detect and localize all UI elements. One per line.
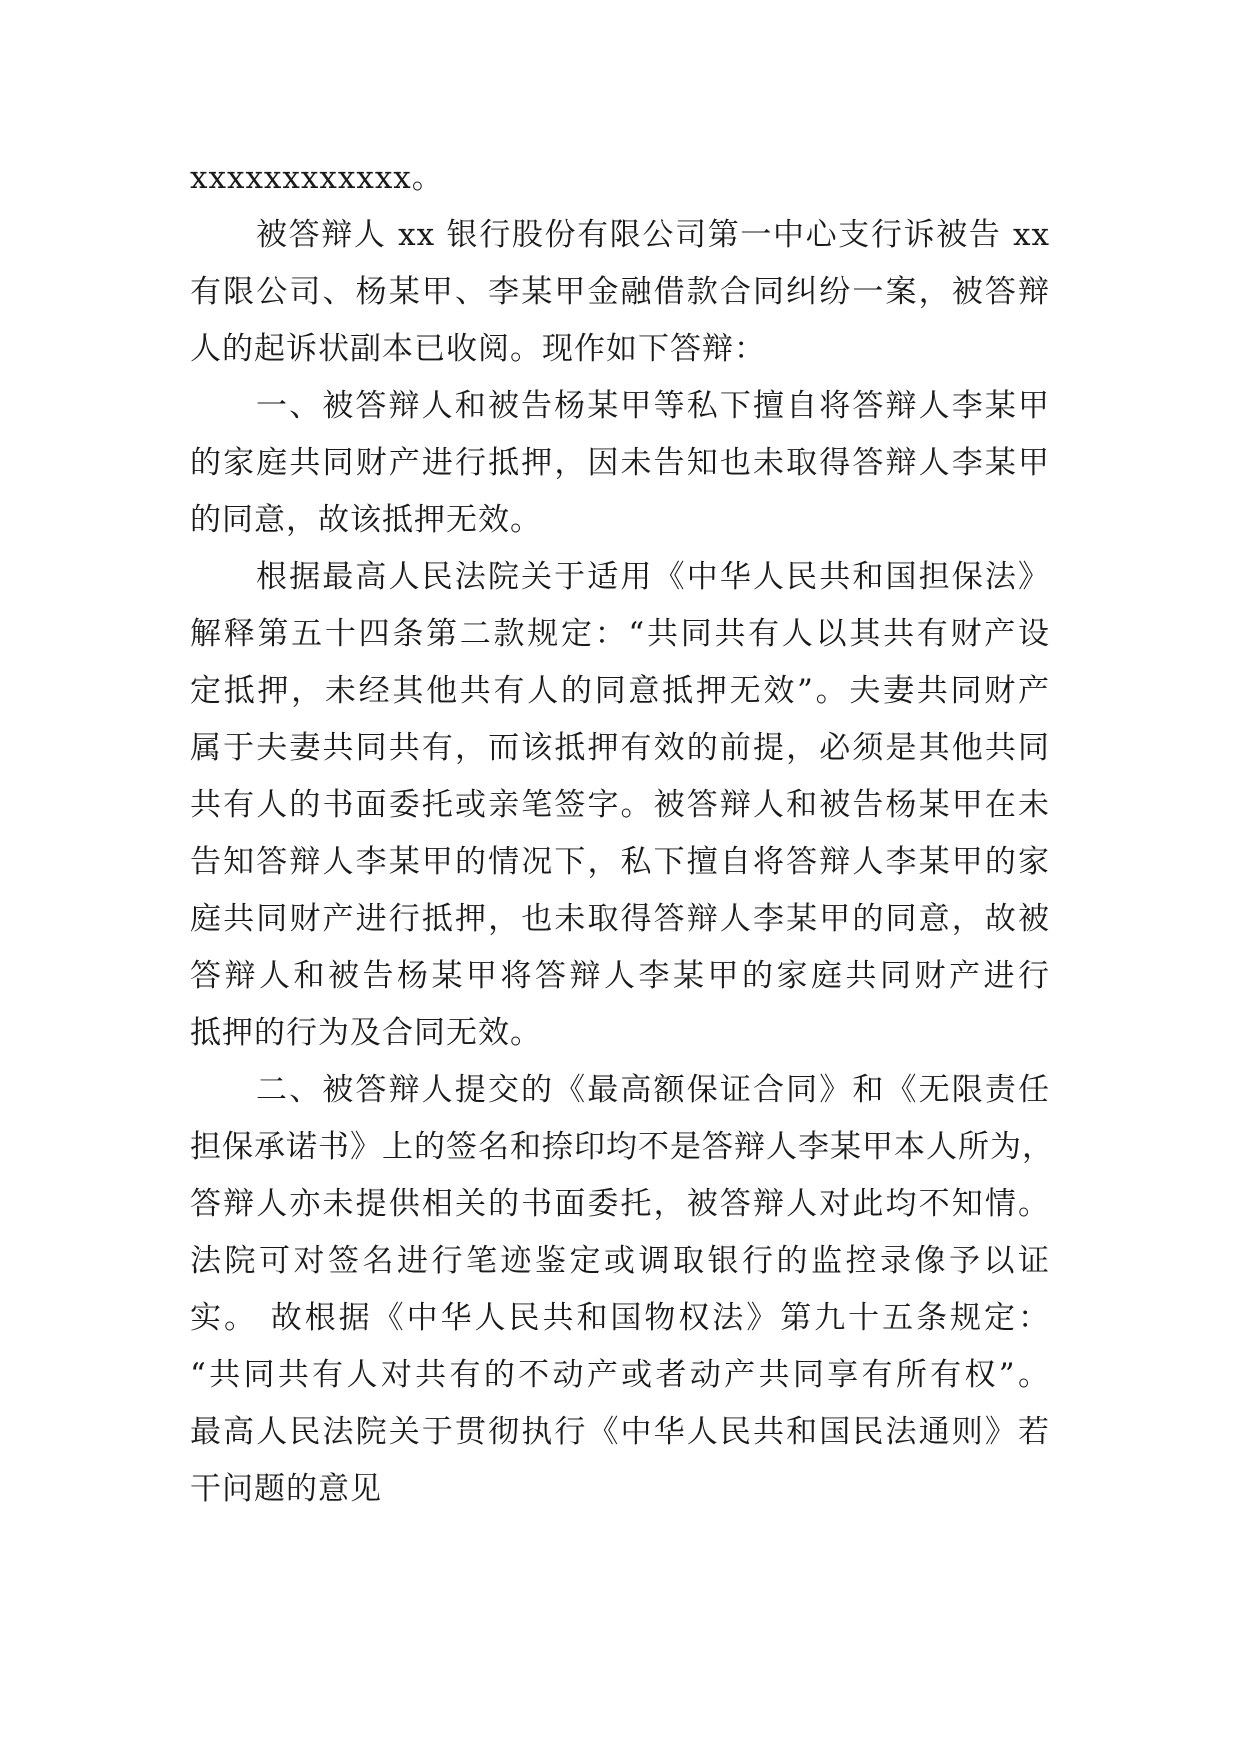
document-text-line: 告知答辩人李某甲的情况下，私下擅自将答辩人李某甲的家 (190, 844, 1050, 880)
document-text-line: 属于夫妻共同共有，而该抵押有效的前提，必须是其他共同 (190, 730, 1050, 766)
document-text-line: xxxxxxxxxxxx。 (190, 160, 444, 196)
document-text-line: 干问题的意见 (190, 1471, 382, 1507)
document-text-line: 的同意，故该抵押无效。 (190, 502, 542, 538)
document-text-line: 最高人民法院关于贯彻执行《中华人民共和国民法通则》若 (190, 1414, 1050, 1450)
document-text-line: 法院可对签名进行笔迹鉴定或调取银行的监控录像予以证 (190, 1243, 1050, 1279)
document-text-line: 一、被答辩人和被告杨某甲等私下擅自将答辩人李某甲 (256, 388, 1050, 424)
document-text-line: 被答辩人 xx 银行股份有限公司第一中心支行诉被告 xx (256, 217, 1050, 253)
document-text-line: 答辩人亦未提供相关的书面委托，被答辩人对此均不知情。 (190, 1186, 1050, 1222)
document-text-line: 定抵押，未经其他共有人的同意抵押无效”。夫妻共同财产 (190, 673, 1050, 709)
document-body (190, 150, 1054, 1518)
document-text-line: 根据最高人民法院关于适用《中华人民共和国担保法》 (256, 559, 1050, 595)
document-text-line: 抵押的行为及合同无效。 (190, 1015, 542, 1051)
document-text-line: 担保承诺书》上的签名和捺印均不是答辩人李某甲本人所为， (190, 1129, 1054, 1165)
document-text-line: 庭共同财产进行抵押，也未取得答辩人李某甲的同意，故被 (190, 901, 1050, 937)
document-text-line: 解释第五十四条第二款规定：“共同共有人以其共有财产设 (190, 616, 1050, 652)
document-text-line: 答辩人和被告杨某甲将答辩人李某甲的家庭共同财产进行 (190, 958, 1050, 994)
document-text-line: “共同共有人对共有的不动产或者动产共同享有所有权”。 (190, 1357, 1050, 1393)
document-text-line: 二、被答辩人提交的《最高额保证合同》和《无限责任 (256, 1072, 1050, 1108)
document-text-line: 的家庭共同财产进行抵押，因未告知也未取得答辩人李某甲 (190, 445, 1050, 481)
document-text-line: 有限公司、杨某甲、李某甲金融借款合同纠纷一案，被答辩 (190, 274, 1050, 310)
document-text-line: 共有人的书面委托或亲笔签字。被答辩人和被告杨某甲在未 (190, 787, 1050, 823)
document-text-line: 实。 故根据《中华人民共和国物权法》第九十五条规定： (190, 1300, 1050, 1336)
document-text-line: 人的起诉状副本已收阅。现作如下答辩： (190, 331, 766, 367)
